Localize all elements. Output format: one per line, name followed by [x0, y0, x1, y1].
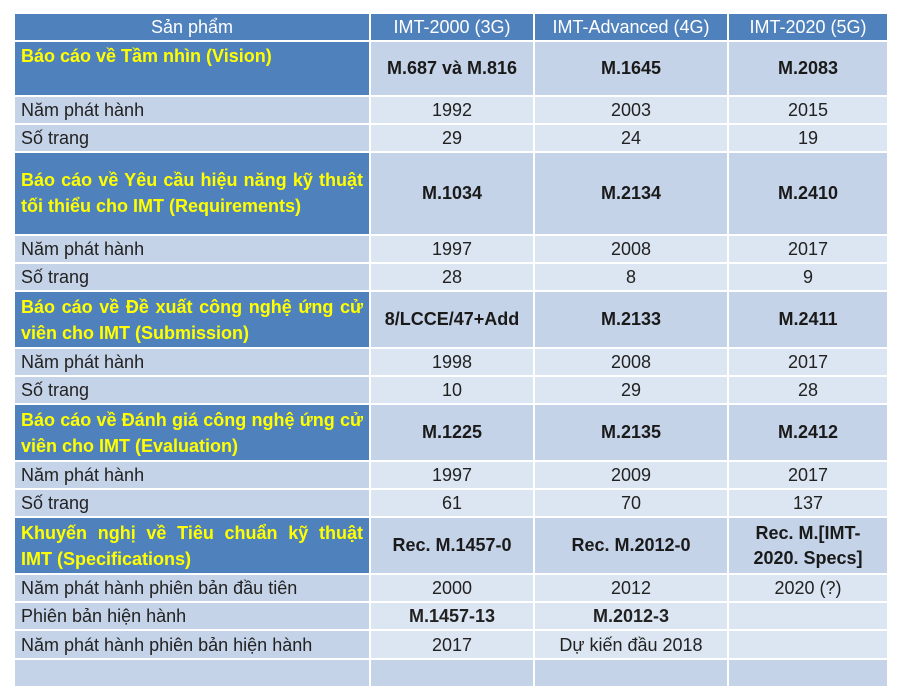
row-label: Số trang — [15, 377, 369, 403]
row-label: Số trang — [15, 490, 369, 516]
table-row — [15, 236, 887, 262]
cell-3g: 61 — [371, 490, 533, 516]
cell-3g: 2000 — [371, 575, 533, 601]
cell-5g: Rec. M.[IMT-2020. Specs] — [729, 518, 887, 573]
cell-5g: 9 — [729, 264, 887, 290]
cell-3g: 10 — [371, 377, 533, 403]
cell-5g: 2017 — [729, 462, 887, 488]
row-label: Khuyến nghị về Tiêu chuẩn kỹ thuật IMT (Specifications) — [15, 518, 369, 573]
table-row-requirements — [15, 153, 887, 234]
cell-4g: M.2012-3 — [535, 603, 727, 629]
row-label: Năm phát hành phiên bản đầu tiên — [15, 575, 369, 601]
cell-4g: 2008 — [535, 349, 727, 375]
cell-4g: 70 — [535, 490, 727, 516]
cell-5g: M.2410 — [729, 153, 887, 234]
cell-4g: M.1645 — [535, 42, 727, 95]
cell-3g: 29 — [371, 125, 533, 151]
table-row — [15, 264, 887, 290]
cell-3g: 1992 — [371, 97, 533, 123]
cell-5g: 2020 (?) — [729, 575, 887, 601]
cell-5g — [729, 631, 887, 657]
cell-4g: 2009 — [535, 462, 727, 488]
cell-3g: 1997 — [371, 236, 533, 262]
cell-5g — [729, 660, 887, 686]
cell-3g: 1997 — [371, 462, 533, 488]
table-row — [15, 97, 887, 123]
row-label: Báo cáo về Tầm nhìn (Vision) — [15, 42, 369, 95]
header-imt-2020: IMT-2020 (5G) — [729, 14, 887, 40]
row-label: Năm phát hành — [15, 462, 369, 488]
cell-3g: M.1457-13 — [371, 603, 533, 629]
table-row — [15, 490, 887, 516]
table-row-submission — [15, 292, 887, 347]
header-imt-2000: IMT-2000 (3G) — [371, 14, 533, 40]
cell-4g: 2008 — [535, 236, 727, 262]
cell-5g: 137 — [729, 490, 887, 516]
cell-4g: 2012 — [535, 575, 727, 601]
cell-3g: 2017 — [371, 631, 533, 657]
row-label: Báo cáo về Yêu cầu hiệu năng kỹ thuật tối thiểu cho IMT (Requirements) — [15, 153, 369, 234]
cell-5g — [729, 603, 887, 629]
cell-3g — [371, 660, 533, 686]
cell-4g: 24 — [535, 125, 727, 151]
table-row — [15, 462, 887, 488]
cell-5g: 2015 — [729, 97, 887, 123]
row-label — [15, 660, 369, 686]
cell-4g: 29 — [535, 377, 727, 403]
row-label: Số trang — [15, 264, 369, 290]
cell-4g: Rec. M.2012-0 — [535, 518, 727, 573]
header-imt-advanced: IMT-Advanced (4G) — [535, 14, 727, 40]
cell-5g: 19 — [729, 125, 887, 151]
cell-3g: 1998 — [371, 349, 533, 375]
row-label: Năm phát hành — [15, 349, 369, 375]
table-row — [15, 349, 887, 375]
row-label: Số trang — [15, 125, 369, 151]
table-row-vision — [15, 42, 887, 95]
row-label: Năm phát hành phiên bản hiện hành — [15, 631, 369, 657]
row-label: Năm phát hành — [15, 236, 369, 262]
cell-3g: Rec. M.1457-0 — [371, 518, 533, 573]
table-row — [15, 125, 887, 151]
cell-5g: 2017 — [729, 349, 887, 375]
table-row — [15, 603, 887, 629]
cell-3g: M.1225 — [371, 405, 533, 460]
cell-5g: M.2412 — [729, 405, 887, 460]
row-label: Báo cáo về Đánh giá công nghệ ứng cử viên cho IMT (Evaluation) — [15, 405, 369, 460]
cell-3g: 8/LCCE/47+Add — [371, 292, 533, 347]
table-row — [15, 631, 887, 657]
table-row-evaluation — [15, 405, 887, 460]
table-row-empty — [15, 660, 887, 686]
header-row — [15, 14, 887, 40]
cell-4g — [535, 660, 727, 686]
cell-4g: Dự kiến đầu 2018 — [535, 631, 727, 657]
cell-4g: M.2134 — [535, 153, 727, 234]
cell-3g: 28 — [371, 264, 533, 290]
cell-5g: 2017 — [729, 236, 887, 262]
cell-5g: 28 — [729, 377, 887, 403]
cell-5g: M.2411 — [729, 292, 887, 347]
imt-comparison-table — [13, 12, 889, 688]
cell-4g: M.2133 — [535, 292, 727, 347]
header-product: Sản phẩm — [15, 14, 369, 40]
cell-4g: M.2135 — [535, 405, 727, 460]
row-label: Năm phát hành — [15, 97, 369, 123]
cell-4g: 8 — [535, 264, 727, 290]
cell-3g: M.1034 — [371, 153, 533, 234]
cell-4g: 2003 — [535, 97, 727, 123]
table-row — [15, 377, 887, 403]
row-label: Báo cáo về Đề xuất công nghệ ứng cử viên cho IMT (Submission) — [15, 292, 369, 347]
cell-5g: M.2083 — [729, 42, 887, 95]
cell-3g: M.687 và M.816 — [371, 42, 533, 95]
table-row-specifications — [15, 518, 887, 573]
table-row — [15, 575, 887, 601]
row-label: Phiên bản hiện hành — [15, 603, 369, 629]
